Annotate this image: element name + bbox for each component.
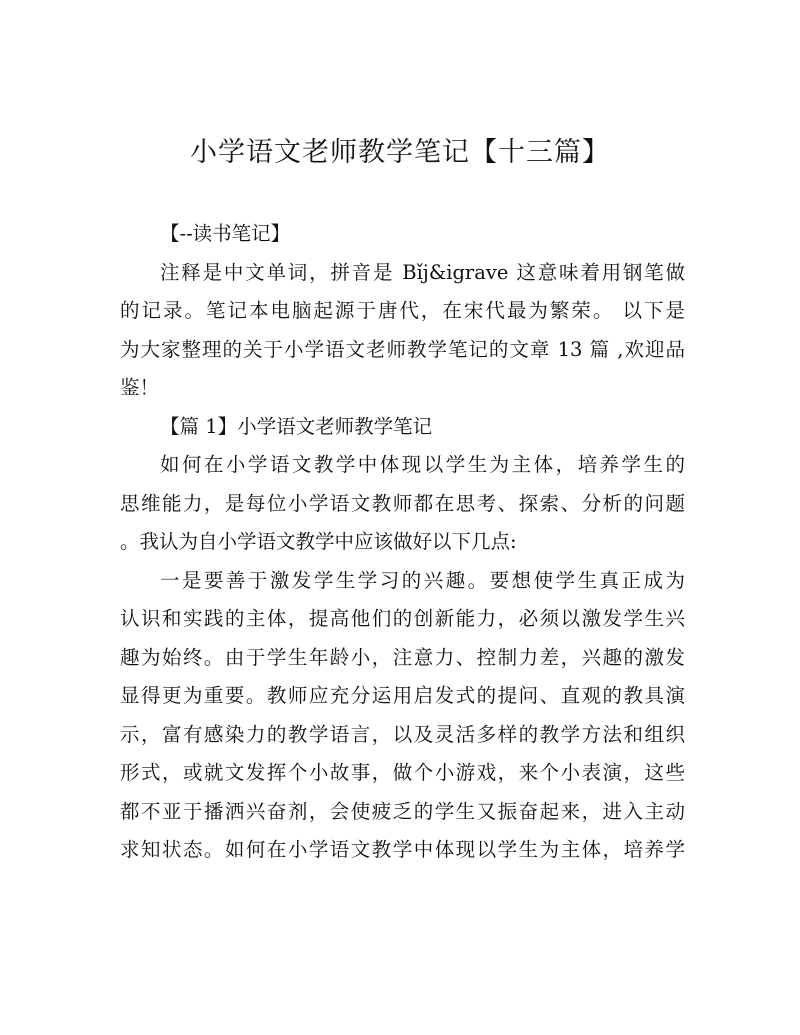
paragraph-line: 都不亚于播洒兴奋剂，会使疲乏的学生又振奋起来，进入主动 [120,799,685,823]
paragraph-line: 的记录。笔记本电脑起源于唐代，在宋代最为繁荣。 以下是 [120,299,685,322]
paragraph-line: 注释是中文单词，拼音是 Bǐj&igrave 这意味着用钢笔做 [160,260,685,284]
paragraph-line: 示，富有感染力的教学语言，以及灵活多样的教学方法和组织 [120,722,685,746]
section-heading-part-1: 【篇 1】小学语文老师教学笔记 [160,414,433,438]
paragraph-line: 鉴！ [120,376,160,399]
paragraph-line: 思维能力，是每位小学语文教师都在思考、探索、分析的问题 [120,491,685,515]
paragraph-line: 为大家整理的关于小学语文老师教学笔记的文章 13 篇 ,欢迎品 [120,337,685,361]
document-body [120,215,685,870]
paragraph-line: 如何在小学语文教学中体现以学生为主体，培养学生的 [160,453,685,476]
paragraph-line: 趣为始终。由于学生年龄小，注意力、控制力差，兴趣的激发 [120,645,685,669]
paragraph-line: 一是要善于激发学生学习的兴趣。要想使学生真正成为 [160,568,685,592]
paragraph-line: 。我认为自小学语文教学中应该做好以下几点: [120,530,517,553]
paragraph-line: 求知状态。如何在小学语文教学中体现以学生为主体，培养学 [120,838,685,861]
paragraph-line: 显得更为重要。教师应充分运用启发式的提问、直观的教具演 [120,684,685,707]
paragraph-line: 形式，或就文发挥个小故事，做个小游戏，来个小表演，这些 [120,761,685,784]
section-heading-notes: 【--读书笔记】 [160,222,291,245]
document-title: 小学语文老师教学笔记【十三篇】 [190,137,610,168]
paragraph-line: 认识和实践的主体，提高他们的创新能力，必须以激发学生兴 [120,607,685,630]
